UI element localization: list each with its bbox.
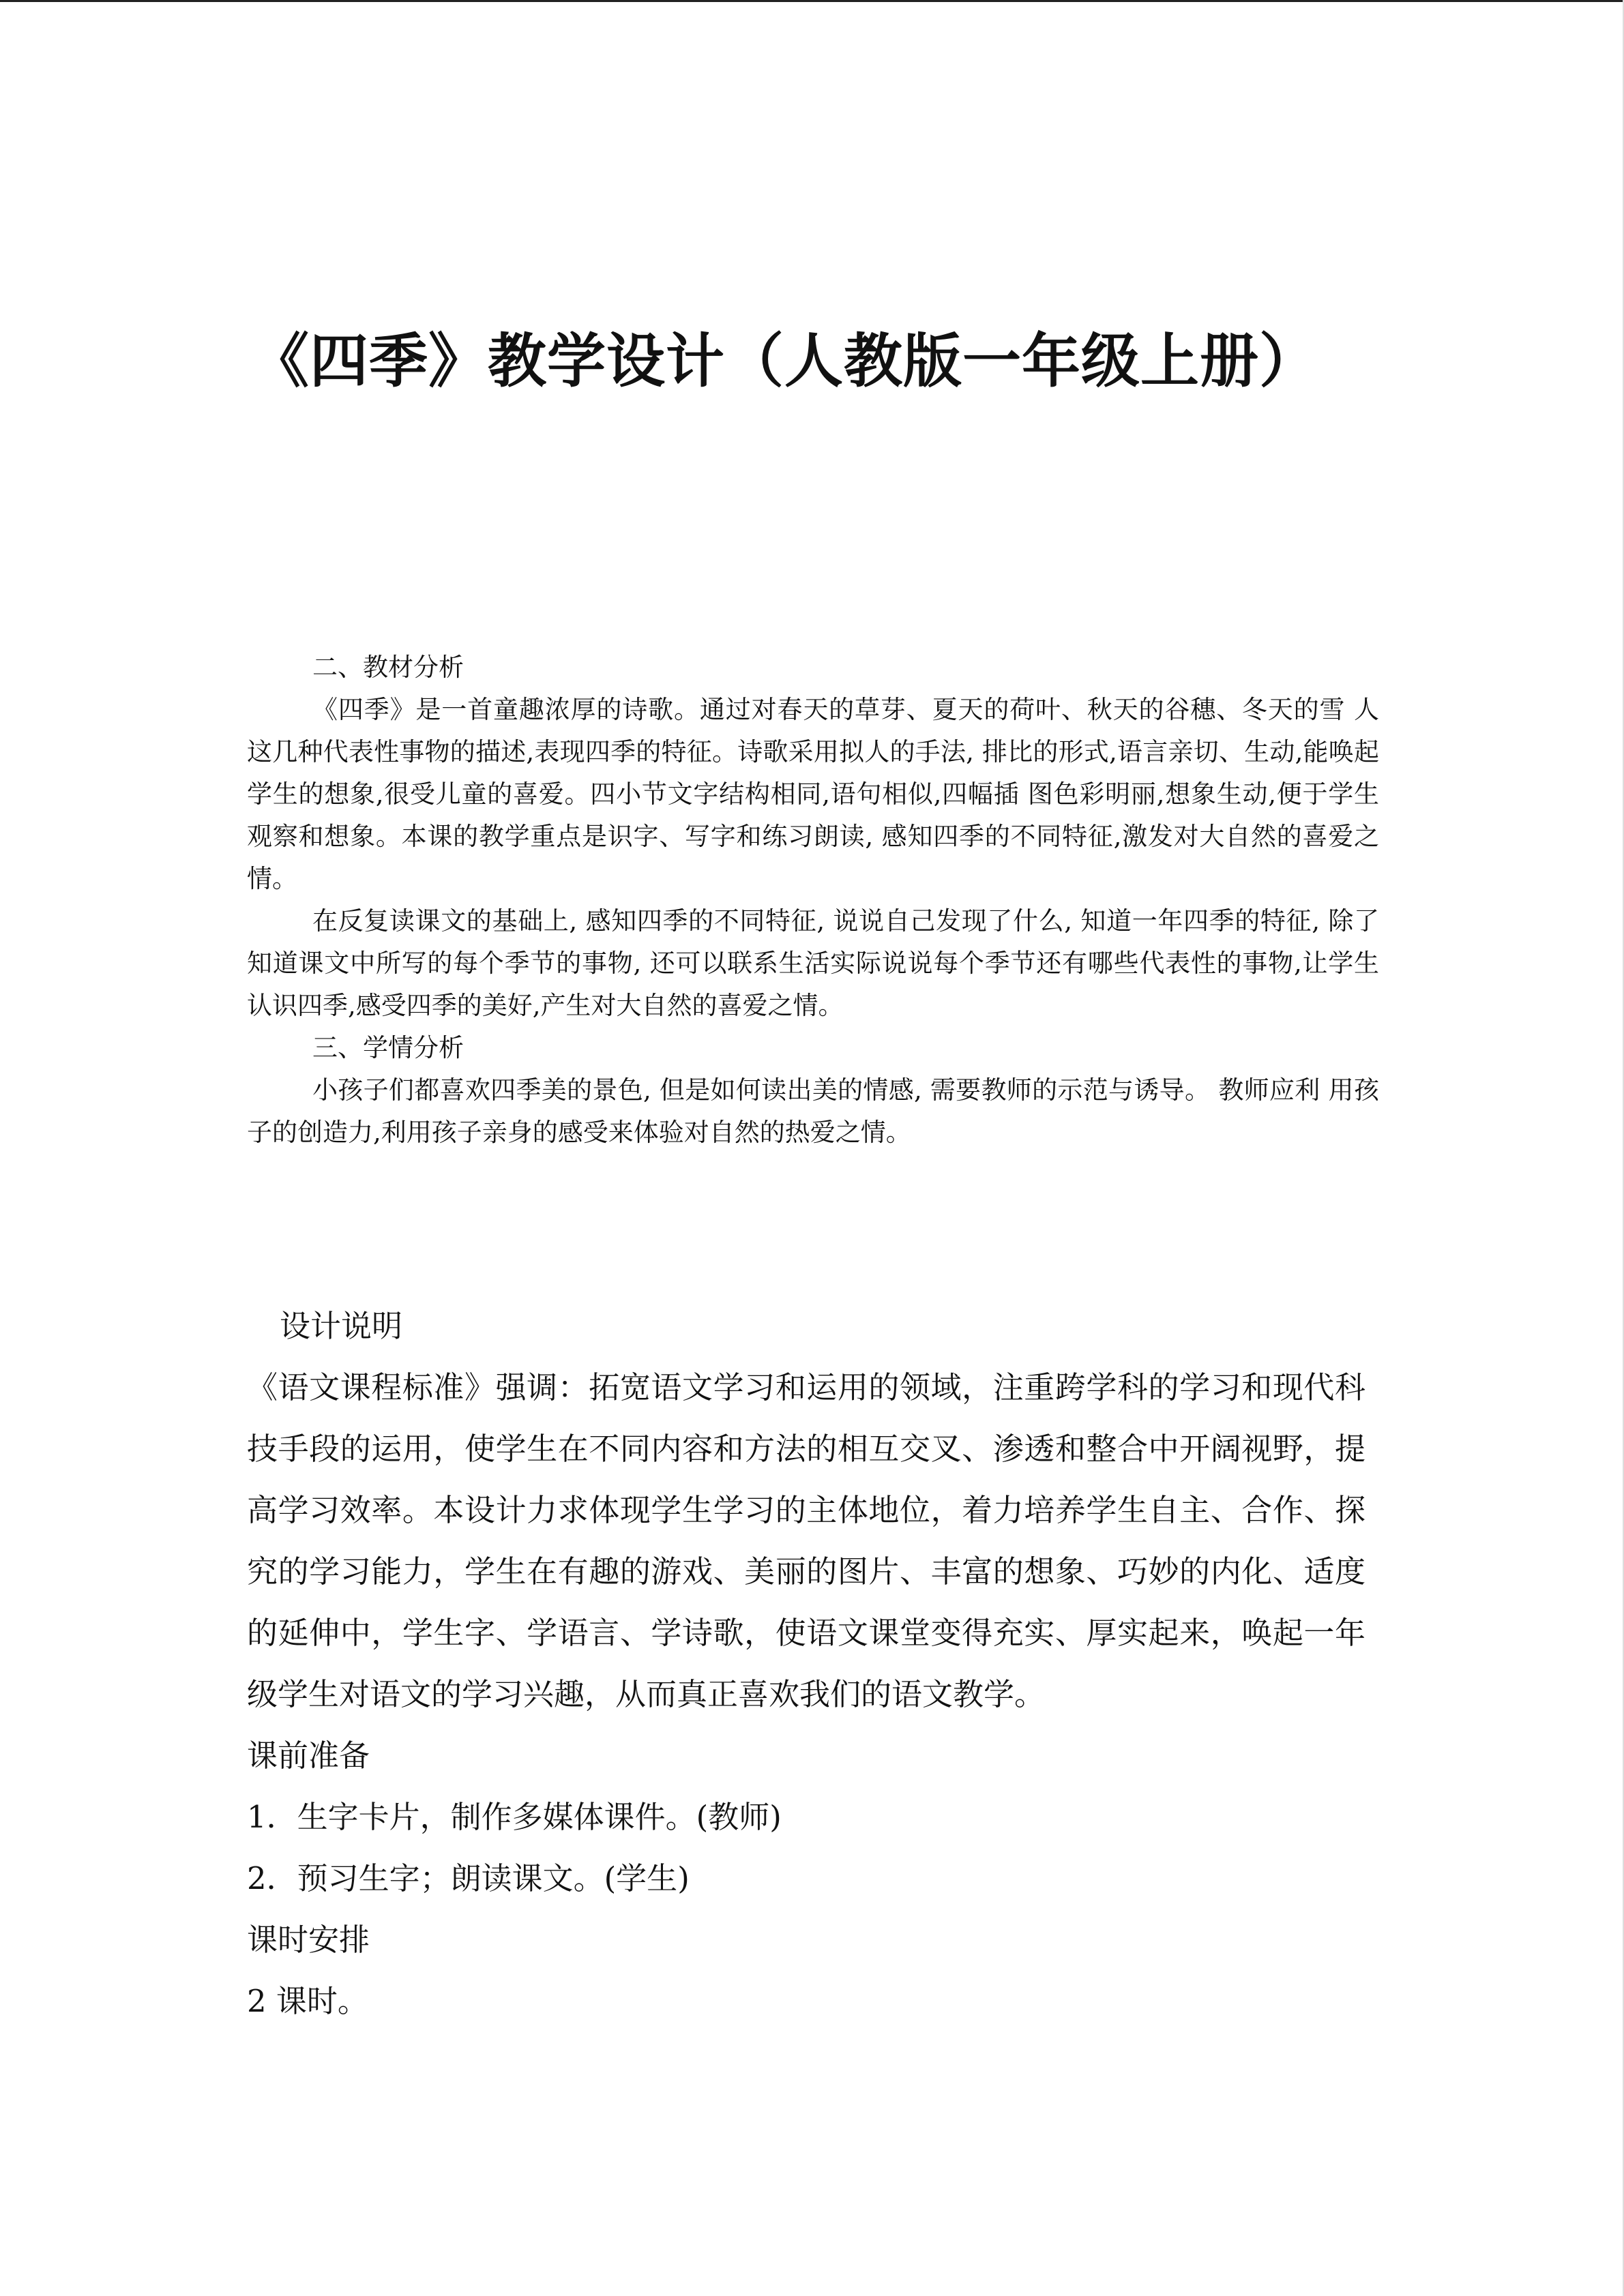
design-section [247,1296,1365,2032]
design-notes-heading: 设计说明 [280,1308,403,1344]
material-analysis-paragraph-1: 《四季》是一首童趣浓厚的诗歌。通过对春天的草芽、夏天的荷叶、秋天的谷穗、冬天的雪 人这几种代表性事物的描述,表现四季的特征。诗歌采用拟人的手法, 排比的形式,语言亲切、生动,能唤起学生的想象,很受儿童的喜爱。四小节文字结构相同,语句相似,四幅插 图色彩明丽,想象生动,便于学生观察和想象。本课的教学重点是识字、写字和练习朗读, 感知四季的不同特征,激发对大自然的喜爱之情。 [247,695,1379,893]
preparation-item: 1．生字卡片，制作多媒体课件。(教师) [247,1799,782,1835]
student-analysis-heading: 三、学情分析 [312,1033,464,1062]
preparation-item: 2．预习生字；朗读课文。(学生) [247,1860,690,1896]
schedule-heading: 课时安排 [247,1922,370,1958]
schedule-value: 2 课时。 [247,1983,368,2019]
material-analysis-paragraph-2: 在反复读课文的基础上, 感知四季的不同特征, 说说自己发现了什么, 知道一年四季的特征, 除了知道课文中所写的每个季节的事物, 还可以联系生活实际说说每个季节还有哪些代表性的事物,让学生认识四季,感受四季的美好,产生对大自然的喜爱之情。 [247,906,1379,1020]
document-title: 《四季》教学设计（人教版一年级上册） [250,327,1318,396]
analysis-section [247,646,1379,1154]
preparation-heading: 课前准备 [247,1738,370,1774]
material-analysis-heading: 二、教材分析 [312,653,464,682]
top-border-line [0,0,1624,2]
student-analysis-paragraph: 小孩子们都喜欢四季美的景色, 但是如何读出美的情感, 需要教师的示范与诱导。 教师应利 用孩子的创造力,利用孩子亲身的感受来体验对自然的热爱之情。 [247,1075,1379,1147]
design-notes-paragraph: 《语文课程标准》强调：拓宽语文学习和运用的领域，注重跨学科的学习和现代科技手段的运用，使学生在不同内容和方法的相互交叉、渗透和整合中开阔视野，提高学习效率。本设计力求体现学生学习的主体地位，着力培养学生自主、合作、探究的学习能力，学生在有趣的游戏、美丽的图片、丰富的想象、巧妙的内化、适度的延伸中，学生字、学语言、学诗歌，使语文课堂变得充实、厚实起来，唤起一年级学生对语文的学习兴趣，从而真正喜欢我们的语文教学。 [247,1369,1365,1712]
